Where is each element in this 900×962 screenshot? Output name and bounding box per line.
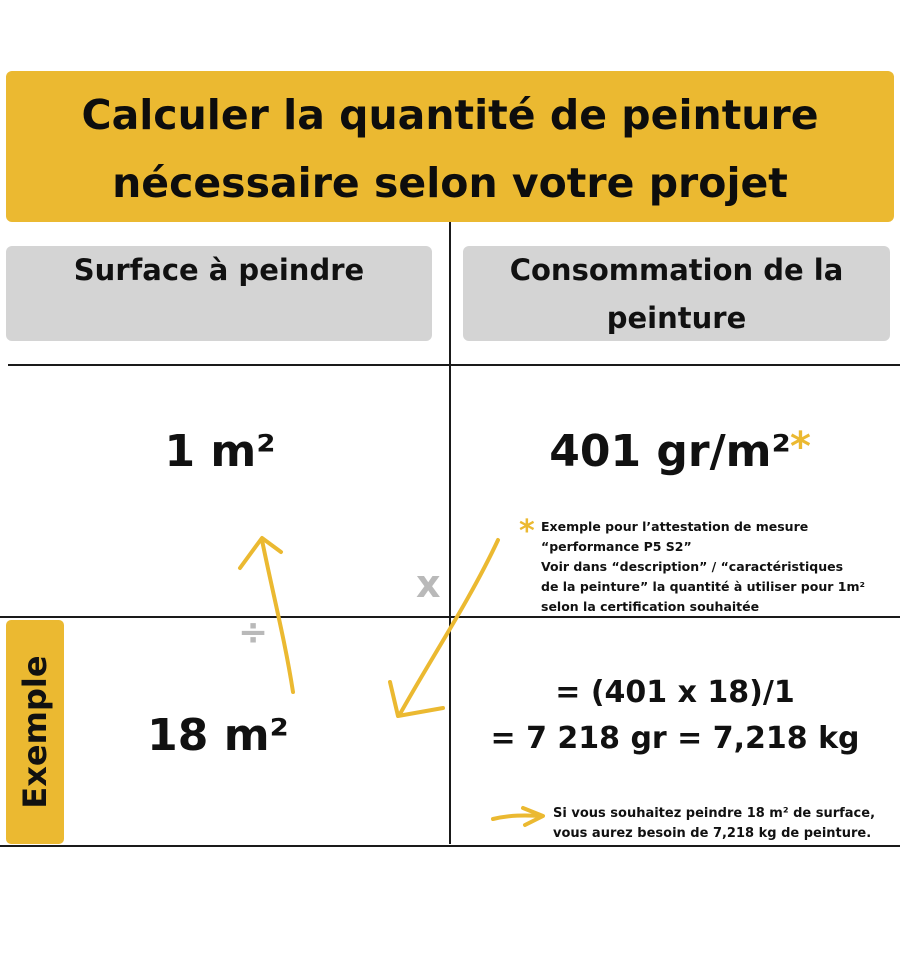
example-label: Exemple (16, 655, 54, 809)
title-line-2: nécessaire selon votre projet (112, 159, 788, 207)
reference-surface: 1 m² (164, 426, 276, 477)
note-asterisk-icon: * (519, 514, 535, 549)
note-line-2: “performance P5 S2” (541, 539, 692, 554)
multiply-operator: x (416, 562, 441, 606)
arrow-up-icon (240, 538, 293, 692)
asterisk-icon: * (790, 424, 811, 470)
formula-line-1: = (401 x 18)/1 (555, 675, 795, 710)
note-line-1: Exemple pour l’attestation de mesure (541, 519, 809, 534)
example-surface: 18 m² (147, 710, 289, 761)
note-line-5: selon la certification souhaitée (541, 599, 760, 614)
consumption-header-line-1: Consommation de la (509, 253, 844, 287)
example-conclusion (553, 804, 875, 844)
note-line-3: Voir dans “description” / “caractéristiques (541, 559, 844, 574)
example-tab (6, 620, 64, 844)
conclusion-line-1: Si vous souhaitez peindre 18 m² de surface, (553, 806, 876, 821)
arrow-right-icon (493, 808, 543, 825)
example-formula (460, 670, 890, 762)
note-line-4: de la peinture” la quantité à utiliser pour 1m² (541, 579, 865, 594)
divide-operator: ÷ (238, 612, 269, 653)
title-line-1: Calculer la quantité de peinture (81, 91, 819, 139)
surface-header-label: Surface à peindre (73, 253, 365, 287)
consumption-header-line-2: peinture (606, 301, 747, 335)
conclusion-line-2: vous aurez besoin de 7,218 kg de peinture. (553, 826, 872, 841)
reference-consumption: 401 gr/m² (549, 426, 791, 477)
formula-line-2: = 7 218 gr = 7,218 kg (490, 721, 860, 756)
